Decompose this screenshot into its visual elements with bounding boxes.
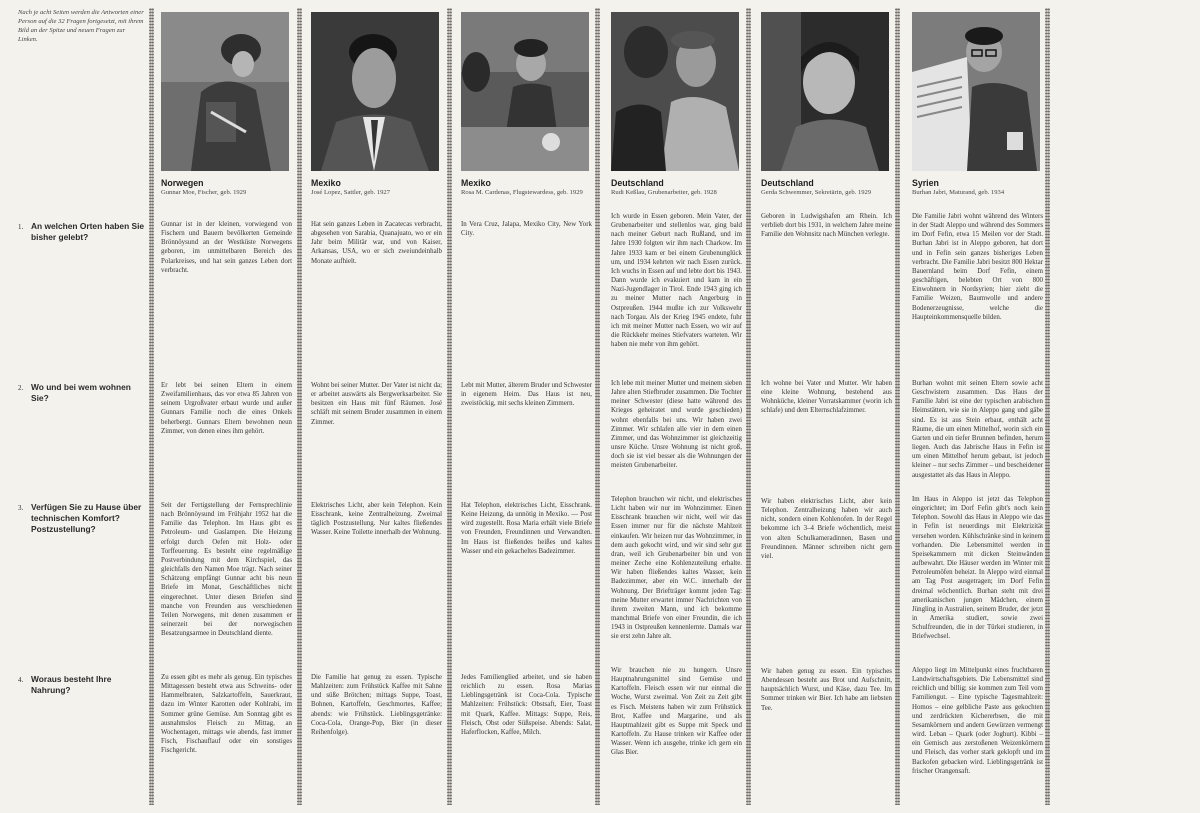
person-caption: Gunnar Moe, Fischer, geb. 1929 — [161, 189, 247, 196]
answer-4: Aleppo liegt im Mittelpunkt eines fruchtbaren Landwirtschaftsgebiets. Die Lebensmittel sind reichlich und billig; sie kommen zum Teil vom Familiengut. – Eine typische Tagesmahlzeit: Homos – eine gelbliche Paste aus gekochten und zerdrückten Kichererbsen, die mit Sesamkörnern und andern Gewürzen vermengt wird. Leban – Quark (oder Joghurt). Kibbi – ein Gemisch aus zerstoßenen Weizenkörnern und Fleisch, das vorher stark geklopft und im Backofen gebacken wird. Lieblingsgetränk ist frischer Orangensaft. — [912, 667, 1043, 775]
country-label: Syrien — [912, 178, 939, 188]
young-man-portrait-photo — [311, 12, 439, 171]
answer-2: Wohnt bei seiner Mutter. Der Vater ist nicht da; er arbeitet auswärts als Bergwerksarbeiter. Sie besitzen ein Haus mit fünf Räumen. José schläft mit seinem Bruder zusammen in einem Zimmer. — [311, 382, 442, 426]
answer-1: Gunnar ist in der kleinen, vorwiegend von Fischern und Bauern bevölkerten Gemeinde Brönnöysund an der Westküste Norwegens geboren, im unmittelbaren Bereich des Polarkreises, und hat sein ganzes Leben dort verbracht. — [161, 221, 292, 274]
question-4 — [18, 674, 150, 696]
question-2 — [18, 382, 150, 404]
answer-3: Telephon brauchen wir nicht, und elektrisches Licht haben wir nur im Wohnzimmer. Einen Eisschrank brauchen wir nicht, weil wir das Essen immer nur für die nächste Mahlzeit einkaufen. Wir heizen nur das Wohnzimmer, in dem auch gekocht wird, und wir sind sehr gut dran, weil ich Grubenarbeiter bin und von meiner Zeche eine Kohlenzuteilung erhalte. Wir haben fließendes kaltes Wasser, kein Badezimmer, aber ein W.C. innerhalb der Wohnung. Der Briefträger kommt jeden Tag: meine Mutter erwartet immer Nachrichten von ihrem zweiten Mann, und ich bekomme manchmal Briefe von einer Freundin, die ich 1943 in Ostpreußen kennenlernte. Damals war sie erst zehn Jahre alt. — [611, 496, 742, 641]
country-label: Mexiko — [311, 178, 341, 188]
answer-3: Seit der Fertigstellung der Fernsprechlinie nach Brönnöysund im Frühjahr 1952 hat die Familie das Telephon. Im Haus gibt es Petroleum- und Gaslampen. Die Heizung erfolgt durch Oefen mit Holz- oder Torffeuerung. Es besteht eine regelmäßige Postverbindung mit dem Kirchspiel, das gleichfalls den Namen Moe trägt. Nach seiner Schätzung empfängt Gunnar acht bis neun Briefe im Monat, Geschäftliches nicht eingerechnet. Unter diesen Briefen sind manche von Freunden aus verschiedenen Teilen Norwegens, mit denen zusammen er seinerzeit bei der norwegischen Besatzungsarmee in Deutschland diente. — [161, 502, 292, 638]
man-reading-newspaper-photo — [912, 12, 1040, 171]
intro-note: Nach je acht Seiten werden die Antworten einer Person auf die 32 Fragen fortgesetzt, mit ihrem Bild an der Spitze und neuen Fragen zur Linken. — [18, 9, 144, 43]
answer-1: In Vera Cruz, Jalapa, Mexiko City, New York City. — [461, 221, 592, 238]
fisherman-portrait-photo — [161, 12, 289, 171]
question-text: Verfügen Sie zu Hause über technischen Komfort? Postzustellung? — [31, 502, 142, 534]
answer-3: Hat Telephon, elektrisches Licht, Eisschrank. Keine Heizung, da unnötig in Mexiko. — Post wird zugestellt. Rosa Maria erhält viele Briefe von Freunden, Freundinnen und Verwandten. Im Haus ist fließendes heißes und kaltes Wasser und ein gekacheltes Badezimmer. — [461, 502, 592, 555]
answer-1: Ich wurde in Essen geboren. Mein Vater, der Grubenarbeiter und stellenlos war, ging bald nach meiner Geburt nach Rußland, und im Jahre 1930 folgten wir ihm nach Charkow. Im Jahre 1933 kam er bei einem Grubenunglück um, und 1934 kehrten wir nach Essen zurück. Ich wuchs in Essen auf und lebte dort bis 1943. Dann wurde ich evakuiert und kam in ein Nazi-Jugendlager in Tirol. Ende 1943 ging ich zu meiner Mutter nach Angerburg in Ostpreußen. 1944 mußte ich zur Volkswehr nach Torgau. Als der Krieg 1945 endete, fuhr ich mit meiner Mutter nach Essen, wo wir auf die Rückkehr meines Stiefvaters warteten. Wir haben nie mehr von ihm gehört. — [611, 213, 742, 349]
column-divider — [746, 8, 751, 805]
question-number: 2. — [18, 384, 24, 392]
answer-2: Ich lebe mit meiner Mutter und meinem sieben Jahre alten Stiefbruder zusammen. Die Tochter meiner Schwester (diese hatte während des Krieges geheiratet und wurde geschieden) wohnt ebenfalls bei uns. Wir haben zwei Zimmer. Wir schlafen alle vier in dem einen Zimmer, und das Wohnzimmer ist gleichzeitig unsre Küche. Unsre Wohnung ist nicht groß, doch sie ist viel besser als die Wohnungen der meisten Grubenarbeiter. — [611, 380, 742, 470]
question-text: An welchen Orten haben Sie bisher gelebt? — [31, 221, 145, 242]
answer-2: Er lebt bei seinen Eltern in einem Zweifamilienhaus, das vor etwa 85 Jahren von seinem Urgroßvater erbaut wurde und außer Gunnars Familie noch die eines Onkels beherbergt. Gunnars Eltern bewohnen neun Zimmer, von denen eines ihm gehört. — [161, 382, 292, 435]
answer-3: Im Haus in Aleppo ist jetzt das Telephon eingerichtet; im Dorf Fefin gibt's noch kein Telephon. Sowohl das Haus in Aleppo wie das in Fefin ist neuerdings mit Elektrizität versehen worden. Kühlschränke sind in keinem vorhanden. Die Lebensmittel werden in Speisekammern mit dicken Steinwänden aufbewahrt. Die Häuser werden im Winter mit Petroleumöfen beheizt. In Aleppo wird einmal am Tag Post ausgetragen; im Dorf Fefin dreimal wöchentlich. Burhan steht mit drei amerikanischen jungen Mädchen, einem Jüngling in Australien, seinem Bruder, der jetzt in Amerika studiert, sowie zwei Schulfreunden, die in der Türkei studieren, in Briefwechsel. — [912, 496, 1043, 641]
question-text: Woraus besteht Ihre Nahrung? — [31, 674, 112, 695]
country-label: Norwegen — [161, 178, 204, 188]
column-divider — [595, 8, 600, 805]
answer-4: Jedes Familienglied arbeitet, und sie haben reichlich zu essen. Rosa Marias Lieblingsgetränk ist Coca-Cola. Typische Mahlzeiten: Frühstück: Obstsaft, Eier, Toast mit Quark, Kaffee. Mittags: Suppe, Reis, Fleisch, Obst oder Süßspeise. Abends: Salat, Haferflocken, Kaffee, Milch. — [461, 674, 592, 736]
question-number: 3. — [18, 504, 24, 512]
country-label: Deutschland — [611, 178, 664, 188]
answer-1: Geboren in Ludwigshafen am Rhein. Ich verblieb dort bis 1931, in welchem Jahre meine Familie den Wohnsitz nach München verlegte. — [761, 213, 892, 239]
question-number: 1. — [18, 223, 24, 231]
person-caption: José Lopez, Sattler, geb. 1927 — [311, 189, 391, 196]
question-3 — [18, 502, 150, 535]
smiling-woman-portrait-photo — [761, 12, 889, 171]
person-caption: Rudi Keßlau, Grubenarbeiter, geb. 1928 — [611, 189, 717, 196]
answer-2: Burhan wohnt mit seinen Eltern sowie acht Geschwistern zusammen. Das Haus der Familie Jabri ist eine der typischen arabischen Heimstätten, wie sie in Aleppo gang und gäbe sind. Es ist aus Stein erbaut, enthält acht Räume, die um einen Mittelhof, worin sich ein Garten und ein tiefer Brunnen befinden, herum liegen. Auch das Jabrische Haus in Fefin ist um einen Mittelhof herum gebaut, ist jedoch kleiner – nur sechs Zimmer – und bescheidener ausgestattet als das Haus in Aleppo. — [912, 380, 1043, 479]
country-label: Mexiko — [461, 178, 491, 188]
column-divider — [149, 8, 154, 805]
person-caption: Rosa M. Cardenas, Flugstewardess, geb. 1929 — [461, 189, 583, 196]
answer-4: Zu essen gibt es mehr als genug. Ein typisches Mittagessen besteht etwa aus Schweins- oder Hammelbraten, Salzkartoffeln, Sauerkraut, dazu im Winter Karotten oder Kohlrabi, im Sommer grüne Gemüse. Am Sonntag gibt es ausnahmslos Fleisch zu Mittag, an Wochentagen, mittags wie abends, fast immer Fisch, Fischauflauf oder ein sonstiges Fischgericht. — [161, 674, 292, 755]
column-divider — [447, 8, 452, 805]
answer-2: Lebt mit Mutter, älterem Bruder und Schwester in eigenem Heim. Das Haus ist neu, zweistöckig, mit sechs kleinen Zimmern. — [461, 382, 592, 408]
country-label: Deutschland — [761, 178, 814, 188]
person-caption: Burhan Jabri, Maturand, geb. 1934 — [912, 189, 1005, 196]
answer-3: Elektrisches Licht, aber kein Telephon. Kein Eisschrank, keine Zentralheizung. Zweimal täglich Postzustellung. Nur kaltes fließendes Wasser. Keine Toilette innerhalb der Wohnung. — [311, 502, 442, 537]
answer-1: Die Familie Jabri wohnt während des Winters in der Stadt Aleppo und während des Sommers im Dorf Fefin, etwa 15 Meilen vor der Stadt. Burhan Jabri ist in Aleppo geboren, hat dort und in Fefin sein ganzes bisheriges Leben verbracht. Die Familie Jabri besitzt 800 Hektar Bauernland beim Dorf Fefin, einem geschäftigen, belebten Ort von 800 Einwohnern in Nordsyrien; hier zieht die Familie Weizen, Baumwolle und andere Bodenerzeugnisse, welche die Haupteinkommensquelle bilden. — [912, 213, 1043, 321]
column-divider — [1045, 8, 1050, 805]
column-divider — [297, 8, 302, 805]
stewardess-cafe-photo — [461, 12, 589, 171]
miner-portrait-photo — [611, 12, 739, 171]
question-text: Wo und bei wem wohnen Sie? — [31, 382, 131, 403]
column-divider — [895, 8, 900, 805]
answer-4: Wir haben genug zu essen. Ein typisches Abendessen besteht aus Brot und Aufschnitt, hauptsächlich Wurst, und Käse, dazu Tee. Im Sommer trinken wir Bier. Ich habe am liebsten Tee. — [761, 668, 892, 712]
question-number: 4. — [18, 676, 24, 684]
answer-1: Hat sein ganzes Leben in Zacatecas verbracht, abgesehen von Sarabia, Quanajuato, wo er ein Jahr beim Militär war, und von Kaiser, Arkansas, USA, wo er sich zweiundeinhalb Monate aufhielt. — [311, 221, 442, 265]
answer-4: Die Familie hat genug zu essen. Typische Mahlzeiten: zum Frühstück Kaffee mit Sahne und süße Brötchen; mittags Suppe, Toast, Bohnen, Kartoffeln, Geschmortes, Kaffee; abends: wie Frühstück. Lieblingsgetränke: Coca-Cola, Orange-Pop, Bier (in dieser Reihenfolge). — [311, 674, 442, 736]
answer-3: Wir haben elektrisches Licht, aber kein Telephon. Zentralheizung haben wir auch nicht, sondern einen Kohlenofen. In der Regel bekomme ich 3–4 Briefe wöchentlich, meist von alten Schulkameradinnen, Basen und Freundinnen. Männer schreiben nicht gern viel. — [761, 498, 892, 560]
answer-4: Wir brauchen nie zu hungern. Unsre Hauptnahrungsmittel sind Gemüse und Kartoffeln. Fleisch essen wir nur einmal die Woche, Wurst zweimal. Von Zeit zu Zeit gibt es Fisch. Meistens haben wir zum Frühstück Brot, Kaffee und Margarine, und als Hauptmahlzeit gibt es Suppe mit Speck und Kartoffeln. Zu Hause trinken wir Kaffee oder Wasser. Wenn ich ausgehe, trinke ich gern ein Glas Bier. — [611, 667, 742, 757]
question-1 — [18, 221, 150, 243]
person-caption: Gerda Schwemmer, Sekretärin, geb. 1929 — [761, 189, 872, 196]
answer-2: Ich wohne bei Vater und Mutter. Wir haben eine kleine Wohnung, bestehend aus Wohnküche, kleiner Vorratskammer (worin ich schlafe) und dem Elternschlafzimmer. — [761, 380, 892, 415]
